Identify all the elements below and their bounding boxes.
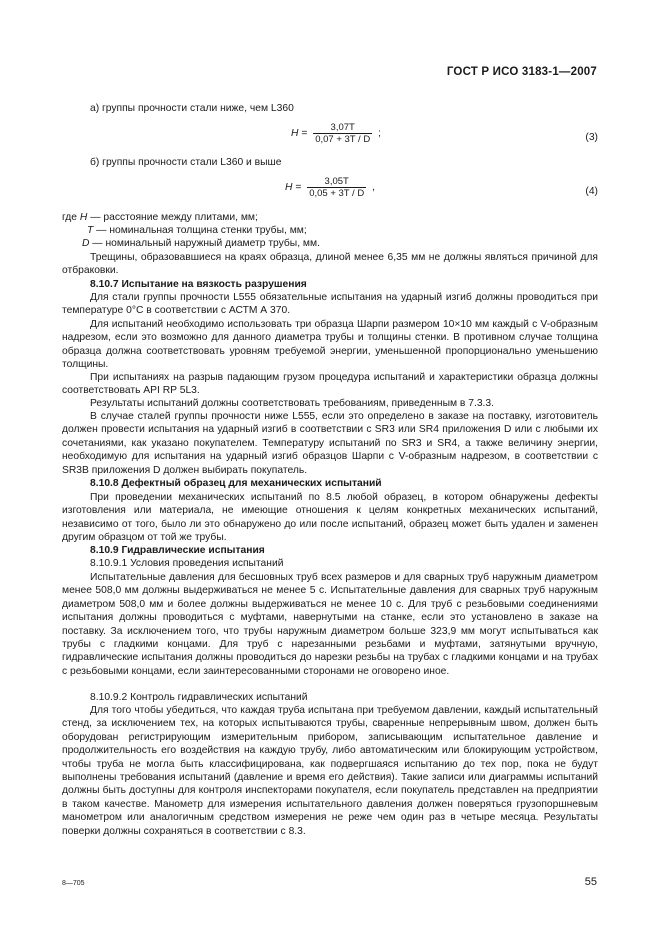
formula-4 <box>285 176 375 199</box>
formula-3-numerator: 3,07T <box>313 122 372 134</box>
paragraph-8-10-8: При проведении механических испытаний по 8.5 любой образец, в котором обнаружены дефекты изготовления или материала, не имеющие отношения к целям конкретных механических испытаний, независимо от того, было ли это обнаружено до или после испытаний, образец может быть удален и заменен другим образцом от той же трубы. <box>62 492 598 544</box>
formula-3-denominator: 0,07 + 3T / D <box>315 134 371 145</box>
paragraph-8-10-9-2: Для того чтобы убедиться, что каждая труба испытана при требуемом давлении, каждый испытательный стенд, за исключением тех, на которых испытываются трубы, сваренные непрерывным швом, должен быть оборудован регистрирующим измерительным прибором, записывающим испытательное давление и продолжительность его воздействия на каждую трубу, либо автоматическим или блокирующим устройством, чтобы труба не могла быть классифицирована, как подвергшаяся испытанию до тех пор, пока не будут выполнены требования испытаний (давление и время его действия). Такие записи или диаграммы испытаний должны быть доступны для контроля инспекторами покупателя, если покупатель представлен на предприятии в таком качестве. Манометр для измерения испытательного давления должен поверяться грузопоршневым манометром или аналогичным средством измерения не реже чем один раз в четыре месяца. Результаты поверки должны сохраняться в соответствии с 8.3. <box>62 705 598 837</box>
legend-t-symbol: T <box>87 225 94 236</box>
legend-h-text: — расстояние между плитами, мм; <box>87 212 258 223</box>
heading-8-10-7: 8.10.7 Испытание на вязкость разрушения <box>90 279 307 290</box>
formula-4-numerator: 3,05T <box>307 176 366 188</box>
legend-t-text: — номинальная толщина стенки трубы, мм; <box>93 225 307 236</box>
paragraph-8-10-9-1: Испытательные давления для бесшовных труб всех размеров и для сварных труб наружным диаметром менее 508,0 мм должны выдерживаться не менее 5 с. Испытательные давления для сварных труб наружным диаметром 508,0 мм и более должны выдерживаться не менее 10 с. Для труб с резьбовыми соединениями испытания должны проводиться с муфтами, навернутыми на станке, если это установлено в заказе на поставку. За исключением того, что трубы наружным диаметром больше 323,9 мм могут испытываться как трубы с гладкими концами. Для труб с нарезанными резьбами и муфтами, затянутыми вручную, гидравлические испытания должны проводиться до нарезки резьбы на трубах с гладкими концами и на трубах с резьбовыми концами, если заинтересованными сторонами не оговорено иное. <box>62 572 598 677</box>
document-header: ГОСТ Р ИСО 3183-1—2007 <box>446 66 597 78</box>
paragraph-cracks: Трещины, образовавшиеся на краях образца, длиной менее 6,35 мм не должны являться причиной для отбраковки. <box>62 252 598 277</box>
formula-3-tail: ; <box>378 128 381 140</box>
footer-sheet-code: 8—705 <box>62 880 85 887</box>
legend-d-text: — номинальный наружный диаметр трубы, мм. <box>89 238 320 249</box>
equation-number-3: (3) <box>585 132 598 143</box>
equation-number-4: (4) <box>585 186 598 197</box>
formula-4-tail: , <box>372 182 375 194</box>
heading-8-10-9: 8.10.9 Гидравлические испытания <box>90 545 265 556</box>
legend-h-symbol: H <box>79 212 88 223</box>
heading-8-10-9-2: 8.10.9.2 Контроль гидравлических испытаний <box>90 692 308 703</box>
paragraph-8-10-7-5: В случае сталей группы прочности ниже L555, если это определено в заказе на поставку, изготовитель должен провести испытания на ударный изгиб в соответствии с SR3 или SR4 приложения D или с любыми их сочетаниями, как указано покупателем. Температуру испытаний по SR3 и SR4, а также величину энергии, необходимую для испытания на ударный изгиб образцов Шарпи с V-образным надрезом, в соответствии с SR3B приложения D должен выбирать покупатель. <box>62 411 598 476</box>
formula-b-intro: б) группы прочности стали L360 и выше <box>90 157 282 168</box>
legend-h <box>62 211 598 224</box>
formula-3-fraction <box>313 122 372 145</box>
legend-t <box>87 224 623 237</box>
paragraph-8-10-7-4: Результаты испытаний должны соответствовать требованиям, приведенным в 7.3.3. <box>90 398 495 409</box>
paragraph-8-10-7-1: Для стали группы прочности L555 обязательные испытания на ударный изгиб должны проводиться при температуре 0°С в соответствии с АСТМ А 370. <box>62 292 598 317</box>
legend-d-symbol: D <box>82 238 90 249</box>
formula-4-fraction <box>307 176 366 199</box>
formula-a-intro: а) группы прочности стали ниже, чем L360 <box>90 103 294 114</box>
page-number: 55 <box>584 876 597 888</box>
paragraph-8-10-7-2: Для испытаний необходимо использовать три образца Шарпи размером 10×10 мм каждый с V-образным надрезом, если это возможно для данного диаметра трубы и толщины стенки. В противном случае толщина образца должна соответствовать уровням требуемой энергии, уменьшенной пропорционально уменьшению толщины. <box>62 319 598 371</box>
formula-3 <box>291 122 381 145</box>
heading-8-10-9-1: 8.10.9.1 Условия проведения испытаний <box>90 558 284 569</box>
heading-8-10-8: 8.10.8 Дефектный образец для механических испытаний <box>90 478 382 489</box>
legend-where: где <box>62 212 78 223</box>
formula-3-lhs: H = <box>291 128 308 140</box>
formula-4-lhs: H = <box>285 182 302 194</box>
formula-4-denominator: 0,05 + 3T / D <box>309 188 365 199</box>
legend-d <box>82 237 618 250</box>
paragraph-8-10-7-3: При испытаниях на разрыв падающим грузом процедура испытаний и характеристики образца должны соответствовать API RP 5L3. <box>62 372 598 397</box>
